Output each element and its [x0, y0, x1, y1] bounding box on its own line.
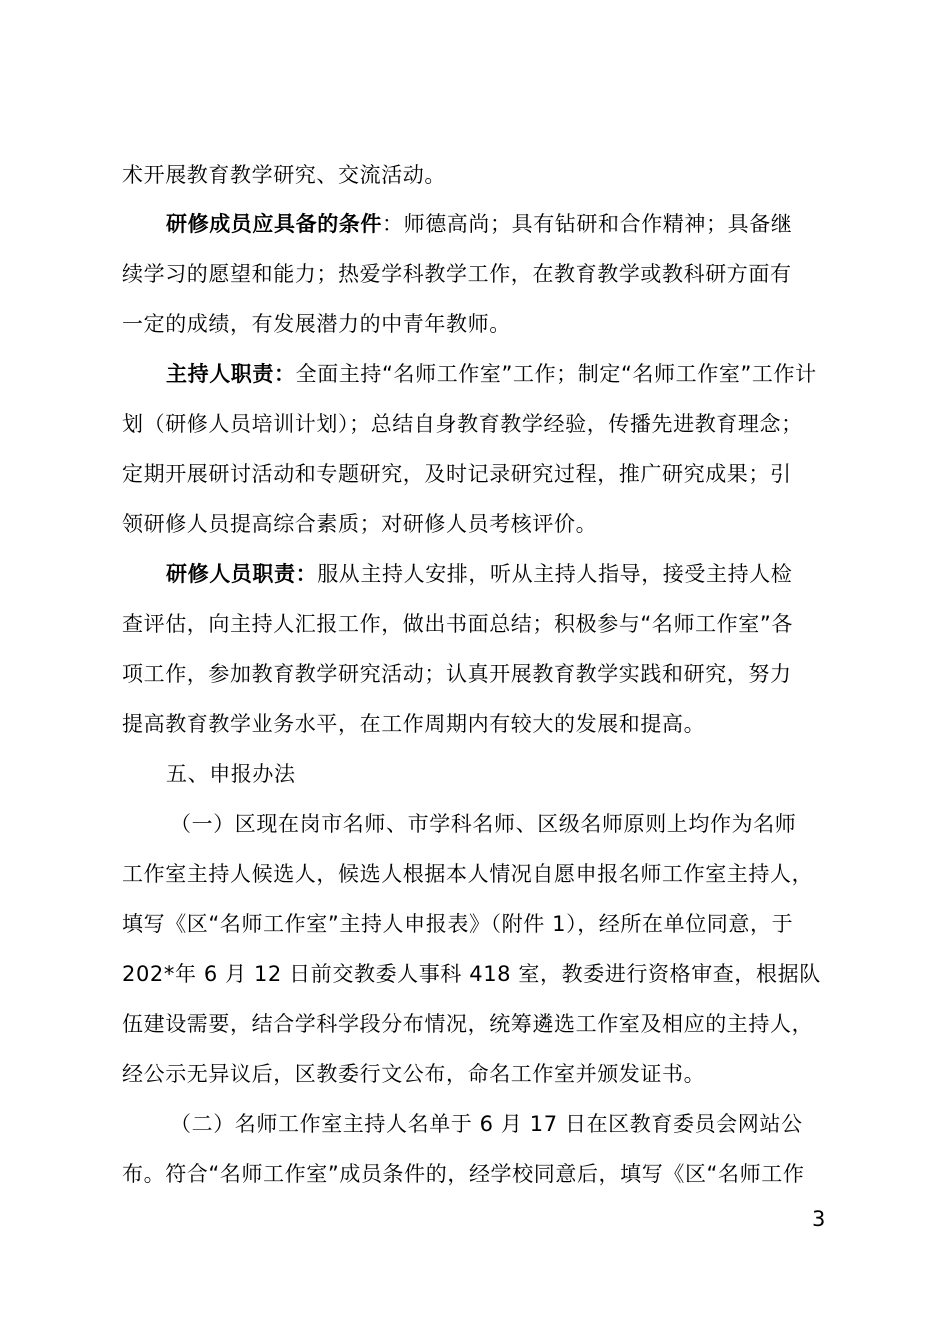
text-span: 全面主持“名师工作室”工作；制定“名师工作室”工作计 — [295, 362, 817, 386]
paragraph-heading: 研修成员应具备的条件 — [166, 212, 382, 236]
text-line: 伍建设需要，结合学科学段分布情况，统筹遴选工作室及相应的主持人， — [122, 1012, 814, 1036]
text-span: ：师德高尚；具有钻研和合作精神；具备继 — [382, 212, 793, 236]
text-line: （一）区现在岗市名师、市学科名师、区级名师原则上均作为名师 — [170, 812, 797, 836]
paragraph-heading: 研修人员职责： — [166, 562, 318, 586]
text-line: 填写《区“名师工作室”主持人申报表》（附件 1），经所在单位同意，于 — [122, 912, 794, 936]
text-line: 续学习的愿望和能力；热爱学科教学工作，在教育教学或教科研方面有 — [122, 262, 792, 286]
text-line — [166, 559, 792, 589]
page-number: 3 — [812, 1207, 826, 1231]
text-line: 查评估，向主持人汇报工作，做出书面总结；积极参与“名师工作室”各 — [122, 612, 793, 636]
text-line: 一定的成绩，有发展潜力的中青年教师。 — [122, 312, 511, 336]
text-line: 术开展教育教学研究、交流活动。 — [122, 163, 446, 187]
text-line: 定期开展研讨活动和专题研究，及时记录研究过程，推广研究成果；引 — [122, 462, 792, 486]
text-line: 划（研修人员培训计划）；总结自身教育教学经验，传播先进教育理念； — [122, 412, 803, 436]
text-line: 202*年 6 月 12 日前交教委人事科 418 室，教委进行资格审查，根据队 — [122, 962, 821, 986]
text-line: 经公示无异议后，区教委行文公布，命名工作室并颁发证书。 — [122, 1062, 706, 1086]
text-line: 工作室主持人候选人，候选人根据本人情况自愿申报名师工作室主持人， — [122, 862, 814, 886]
text-line — [166, 209, 792, 239]
text-line: 提高教育教学业务水平，在工作周期内有较大的发展和提高。 — [122, 712, 706, 736]
text-line: （二）名师工作室主持人名单于 6 月 17 日在区教育委员会网站公 — [170, 1112, 803, 1136]
text-span: 服从主持人安排，听从主持人指导，接受主持人检 — [317, 562, 793, 586]
section-heading: 五、申报办法 — [166, 762, 296, 786]
text-line — [166, 359, 817, 389]
text-line: 项工作，参加教育教学研究活动；认真开展教育教学实践和研究，努力 — [122, 662, 792, 686]
text-line: 领研修人员提高综合素质；对研修人员考核评价。 — [122, 512, 598, 536]
paragraph-heading: 主持人职责： — [166, 362, 296, 386]
text-line: 布。符合“名师工作室”成员条件的，经学校同意后，填写《区“名师工作 — [122, 1162, 805, 1186]
